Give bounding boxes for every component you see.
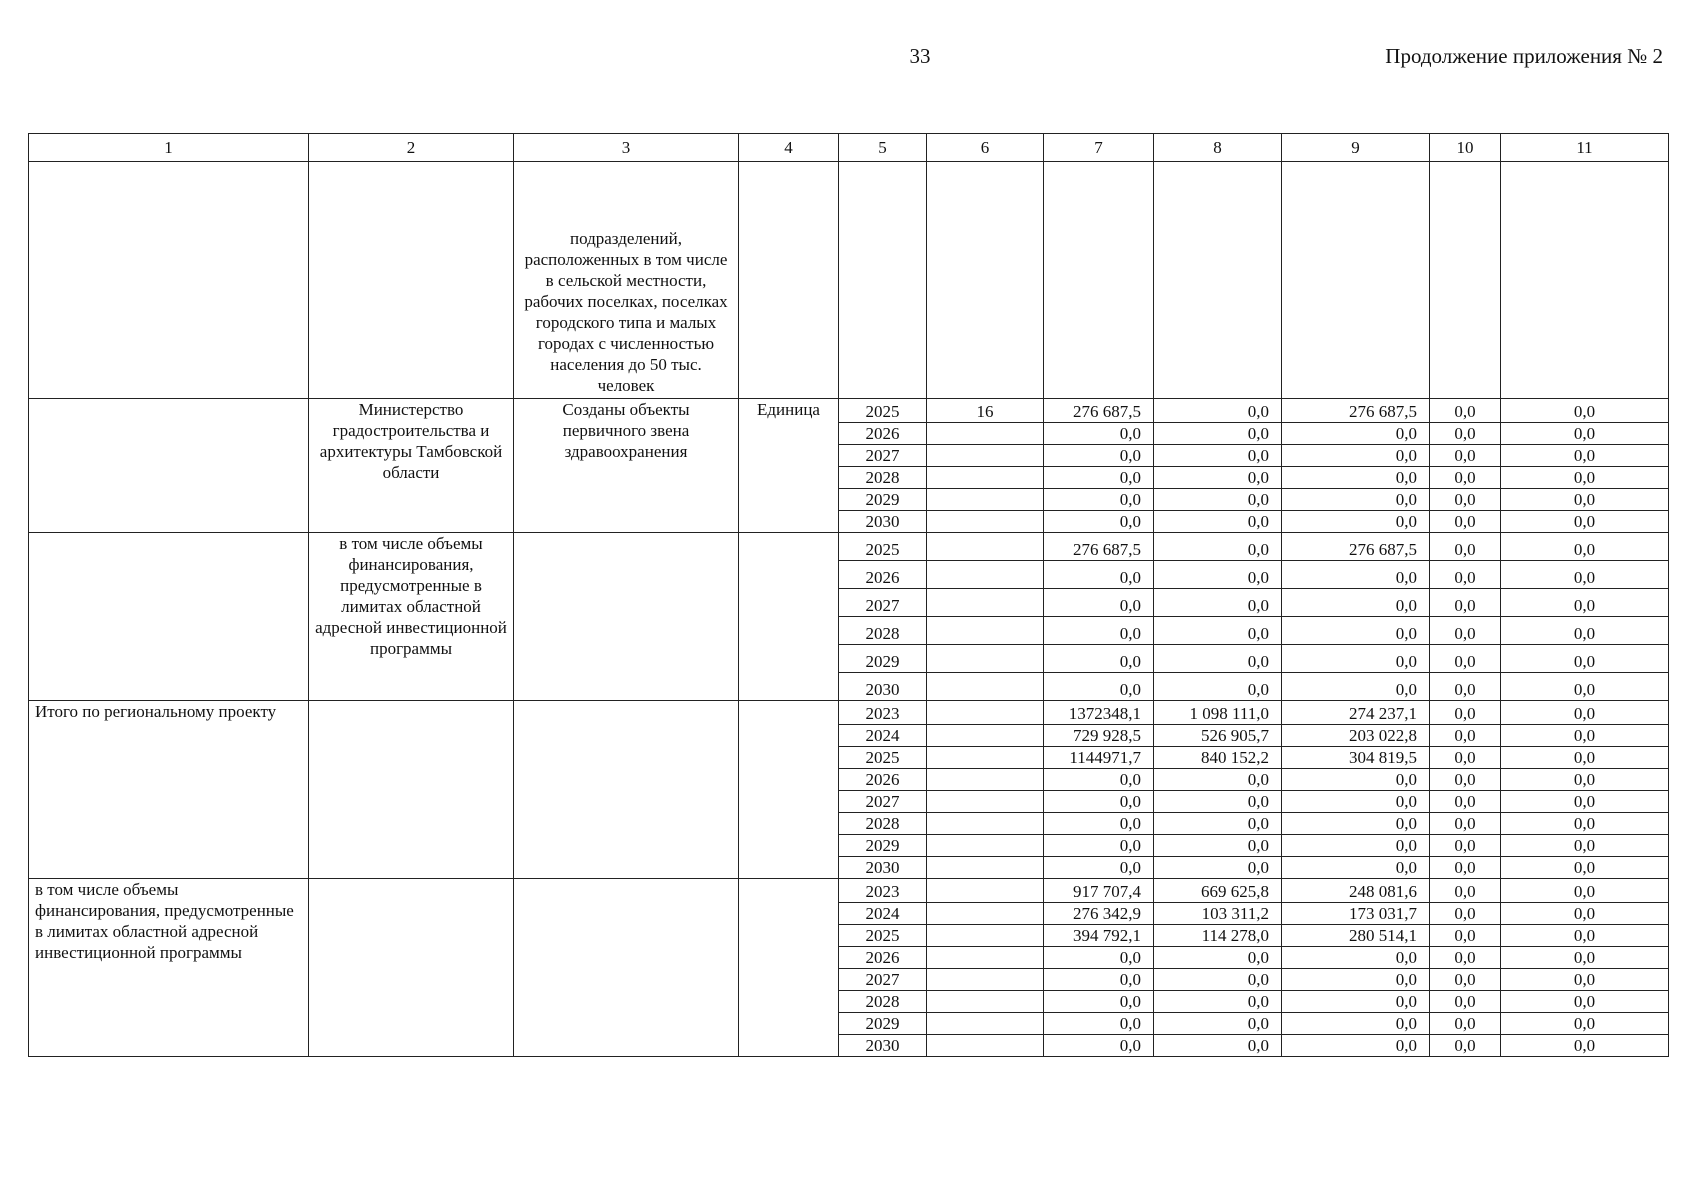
table-row bbox=[29, 533, 1669, 561]
value-col8: 114 278,0 bbox=[1154, 925, 1282, 947]
value-col9: 0,0 bbox=[1282, 617, 1430, 645]
value-col7: 394 792,1 bbox=[1044, 925, 1154, 947]
value-col11: 0,0 bbox=[1501, 947, 1669, 969]
value-col7: 0,0 bbox=[1044, 645, 1154, 673]
year-cell: 2029 bbox=[839, 489, 927, 511]
year-cell: 2027 bbox=[839, 791, 927, 813]
value-col9: 276 687,5 bbox=[1282, 533, 1430, 561]
row-label bbox=[29, 533, 309, 701]
value-col7: 0,0 bbox=[1044, 1013, 1154, 1035]
value-col9: 0,0 bbox=[1282, 673, 1430, 701]
table-row bbox=[29, 399, 1669, 423]
column-number-1: 1 bbox=[29, 134, 309, 162]
value-col7: 0,0 bbox=[1044, 589, 1154, 617]
column-number-5: 5 bbox=[839, 134, 927, 162]
value-col9: 304 819,5 bbox=[1282, 747, 1430, 769]
value-col8: 0,0 bbox=[1154, 511, 1282, 533]
cell-col1 bbox=[29, 162, 309, 399]
value-col10: 0,0 bbox=[1430, 747, 1501, 769]
value-col7: 0,0 bbox=[1044, 561, 1154, 589]
value-col11: 0,0 bbox=[1501, 879, 1669, 903]
value-col11: 0,0 bbox=[1501, 423, 1669, 445]
value-col11: 0,0 bbox=[1501, 617, 1669, 645]
value-col7: 917 707,4 bbox=[1044, 879, 1154, 903]
value-col6 bbox=[927, 533, 1044, 561]
year-cell: 2029 bbox=[839, 645, 927, 673]
cell-col10 bbox=[1430, 162, 1501, 399]
value-col7: 0,0 bbox=[1044, 857, 1154, 879]
value-col11: 0,0 bbox=[1501, 561, 1669, 589]
value-col7: 0,0 bbox=[1044, 835, 1154, 857]
cell-col5 bbox=[839, 162, 927, 399]
value-col10: 0,0 bbox=[1430, 1035, 1501, 1057]
value-col8: 0,0 bbox=[1154, 969, 1282, 991]
year-cell: 2030 bbox=[839, 673, 927, 701]
column-numbers-row bbox=[29, 134, 1669, 162]
value-col6 bbox=[927, 947, 1044, 969]
value-col10: 0,0 bbox=[1430, 561, 1501, 589]
value-col7: 276 687,5 bbox=[1044, 399, 1154, 423]
value-col8: 0,0 bbox=[1154, 673, 1282, 701]
value-col8: 0,0 bbox=[1154, 561, 1282, 589]
value-col7: 1372348,1 bbox=[1044, 701, 1154, 725]
value-col8: 0,0 bbox=[1154, 399, 1282, 423]
value-col9: 0,0 bbox=[1282, 511, 1430, 533]
value-col7: 0,0 bbox=[1044, 511, 1154, 533]
value-col6 bbox=[927, 489, 1044, 511]
value-col6 bbox=[927, 903, 1044, 925]
value-col9: 248 081,6 bbox=[1282, 879, 1430, 903]
value-col6 bbox=[927, 925, 1044, 947]
year-cell: 2028 bbox=[839, 467, 927, 489]
value-col10: 0,0 bbox=[1430, 423, 1501, 445]
value-col7: 729 928,5 bbox=[1044, 725, 1154, 747]
year-cell: 2026 bbox=[839, 947, 927, 969]
value-col11: 0,0 bbox=[1501, 1035, 1669, 1057]
value-col9: 203 022,8 bbox=[1282, 725, 1430, 747]
year-cell: 2026 bbox=[839, 561, 927, 589]
value-col7: 0,0 bbox=[1044, 423, 1154, 445]
value-col11: 0,0 bbox=[1501, 399, 1669, 423]
column-number-9: 9 bbox=[1282, 134, 1430, 162]
value-col9: 0,0 bbox=[1282, 791, 1430, 813]
value-col7: 0,0 bbox=[1044, 445, 1154, 467]
value-col7: 0,0 bbox=[1044, 673, 1154, 701]
year-cell: 2028 bbox=[839, 813, 927, 835]
cell-col6 bbox=[927, 162, 1044, 399]
value-col10: 0,0 bbox=[1430, 511, 1501, 533]
column-number-3: 3 bbox=[514, 134, 739, 162]
responsible-executor: в том числе объемы финансирования, предусмотренные в лимитах областной адресной инвестиционной программы bbox=[309, 533, 514, 701]
value-col11: 0,0 bbox=[1501, 857, 1669, 879]
year-cell: 2027 bbox=[839, 445, 927, 467]
row-label bbox=[29, 399, 309, 533]
year-cell: 2026 bbox=[839, 769, 927, 791]
value-col9: 276 687,5 bbox=[1282, 399, 1430, 423]
value-col11: 0,0 bbox=[1501, 511, 1669, 533]
value-col11: 0,0 bbox=[1501, 725, 1669, 747]
value-col11: 0,0 bbox=[1501, 747, 1669, 769]
value-col11: 0,0 bbox=[1501, 903, 1669, 925]
value-col10: 0,0 bbox=[1430, 701, 1501, 725]
value-col8: 0,0 bbox=[1154, 533, 1282, 561]
value-col8: 0,0 bbox=[1154, 1013, 1282, 1035]
value-col6 bbox=[927, 969, 1044, 991]
value-col10: 0,0 bbox=[1430, 445, 1501, 467]
value-col11: 0,0 bbox=[1501, 489, 1669, 511]
continuation-text: подразделений, расположенных в том числе в сельской местности, рабочих поселках, поселках городского типа и малых городах с численностью населения до 50 тыс. человек bbox=[514, 162, 739, 399]
column-number-6: 6 bbox=[927, 134, 1044, 162]
value-col6 bbox=[927, 769, 1044, 791]
year-cell: 2029 bbox=[839, 835, 927, 857]
value-col10: 0,0 bbox=[1430, 857, 1501, 879]
value-col7: 0,0 bbox=[1044, 617, 1154, 645]
value-col9: 0,0 bbox=[1282, 1035, 1430, 1057]
value-col9: 0,0 bbox=[1282, 561, 1430, 589]
value-col10: 0,0 bbox=[1430, 467, 1501, 489]
year-cell: 2030 bbox=[839, 857, 927, 879]
value-col9: 0,0 bbox=[1282, 835, 1430, 857]
year-cell: 2028 bbox=[839, 617, 927, 645]
cell-col2 bbox=[309, 162, 514, 399]
value-col6 bbox=[927, 747, 1044, 769]
value-col6: 16 bbox=[927, 399, 1044, 423]
value-col10: 0,0 bbox=[1430, 725, 1501, 747]
value-col8: 0,0 bbox=[1154, 857, 1282, 879]
result-name bbox=[514, 533, 739, 701]
value-col11: 0,0 bbox=[1501, 673, 1669, 701]
year-cell: 2025 bbox=[839, 925, 927, 947]
value-col8: 0,0 bbox=[1154, 813, 1282, 835]
value-col6 bbox=[927, 511, 1044, 533]
value-col10: 0,0 bbox=[1430, 791, 1501, 813]
responsible-executor: Министерство градостроительства и архитектуры Тамбовской области bbox=[309, 399, 514, 533]
value-col6 bbox=[927, 1013, 1044, 1035]
cell-col9 bbox=[1282, 162, 1430, 399]
value-col7: 1144971,7 bbox=[1044, 747, 1154, 769]
value-col9: 0,0 bbox=[1282, 1013, 1430, 1035]
value-col11: 0,0 bbox=[1501, 925, 1669, 947]
cell-col4 bbox=[739, 162, 839, 399]
value-col9: 280 514,1 bbox=[1282, 925, 1430, 947]
value-col9: 0,0 bbox=[1282, 969, 1430, 991]
value-col6 bbox=[927, 857, 1044, 879]
value-col8: 103 311,2 bbox=[1154, 903, 1282, 925]
value-col11: 0,0 bbox=[1501, 701, 1669, 725]
value-col10: 0,0 bbox=[1430, 813, 1501, 835]
value-col6 bbox=[927, 835, 1044, 857]
row-label: в том числе объемы финансирования, предусмотренные в лимитах областной адресной инвестиционной программы bbox=[29, 879, 309, 1057]
value-col10: 0,0 bbox=[1430, 617, 1501, 645]
value-col7: 0,0 bbox=[1044, 813, 1154, 835]
column-number-8: 8 bbox=[1154, 134, 1282, 162]
value-col6 bbox=[927, 445, 1044, 467]
cell-col7 bbox=[1044, 162, 1154, 399]
value-col9: 274 237,1 bbox=[1282, 701, 1430, 725]
value-col11: 0,0 bbox=[1501, 533, 1669, 561]
value-col9: 0,0 bbox=[1282, 857, 1430, 879]
value-col8: 1 098 111,0 bbox=[1154, 701, 1282, 725]
value-col10: 0,0 bbox=[1430, 1013, 1501, 1035]
value-col7: 0,0 bbox=[1044, 489, 1154, 511]
value-col8: 0,0 bbox=[1154, 791, 1282, 813]
column-number-11: 11 bbox=[1501, 134, 1669, 162]
value-col6 bbox=[927, 617, 1044, 645]
column-number-10: 10 bbox=[1430, 134, 1501, 162]
value-col9: 0,0 bbox=[1282, 589, 1430, 617]
year-cell: 2026 bbox=[839, 423, 927, 445]
value-col9: 173 031,7 bbox=[1282, 903, 1430, 925]
year-cell: 2030 bbox=[839, 511, 927, 533]
value-col9: 0,0 bbox=[1282, 445, 1430, 467]
column-number-4: 4 bbox=[739, 134, 839, 162]
year-cell: 2025 bbox=[839, 747, 927, 769]
value-col11: 0,0 bbox=[1501, 769, 1669, 791]
value-col6 bbox=[927, 879, 1044, 903]
row-label: Итого по региональному проекту bbox=[29, 701, 309, 879]
value-col11: 0,0 bbox=[1501, 589, 1669, 617]
value-col10: 0,0 bbox=[1430, 399, 1501, 423]
value-col8: 0,0 bbox=[1154, 947, 1282, 969]
value-col11: 0,0 bbox=[1501, 835, 1669, 857]
value-col10: 0,0 bbox=[1430, 903, 1501, 925]
value-col6 bbox=[927, 561, 1044, 589]
value-col10: 0,0 bbox=[1430, 489, 1501, 511]
value-col10: 0,0 bbox=[1430, 645, 1501, 673]
value-col10: 0,0 bbox=[1430, 879, 1501, 903]
unit-of-measure: Единица bbox=[739, 399, 839, 533]
value-col6 bbox=[927, 467, 1044, 489]
value-col6 bbox=[927, 725, 1044, 747]
value-col11: 0,0 bbox=[1501, 991, 1669, 1013]
unit-of-measure bbox=[739, 701, 839, 879]
budget-table bbox=[28, 133, 1669, 1057]
value-col9: 0,0 bbox=[1282, 947, 1430, 969]
value-col7: 0,0 bbox=[1044, 1035, 1154, 1057]
year-cell: 2027 bbox=[839, 969, 927, 991]
value-col10: 0,0 bbox=[1430, 835, 1501, 857]
year-cell: 2030 bbox=[839, 1035, 927, 1057]
value-col7: 276 687,5 bbox=[1044, 533, 1154, 561]
value-col7: 0,0 bbox=[1044, 947, 1154, 969]
year-cell: 2025 bbox=[839, 533, 927, 561]
value-col9: 0,0 bbox=[1282, 769, 1430, 791]
value-col11: 0,0 bbox=[1501, 969, 1669, 991]
table-row bbox=[29, 701, 1669, 725]
value-col8: 0,0 bbox=[1154, 1035, 1282, 1057]
cell-col8 bbox=[1154, 162, 1282, 399]
year-cell: 2023 bbox=[839, 879, 927, 903]
value-col10: 0,0 bbox=[1430, 969, 1501, 991]
value-col8: 0,0 bbox=[1154, 467, 1282, 489]
value-col6 bbox=[927, 1035, 1044, 1057]
value-col7: 0,0 bbox=[1044, 467, 1154, 489]
value-col6 bbox=[927, 701, 1044, 725]
table-row bbox=[29, 879, 1669, 903]
value-col11: 0,0 bbox=[1501, 467, 1669, 489]
year-cell: 2025 bbox=[839, 399, 927, 423]
value-col9: 0,0 bbox=[1282, 423, 1430, 445]
value-col8: 0,0 bbox=[1154, 445, 1282, 467]
value-col8: 526 905,7 bbox=[1154, 725, 1282, 747]
value-col11: 0,0 bbox=[1501, 645, 1669, 673]
value-col10: 0,0 bbox=[1430, 769, 1501, 791]
responsible-executor bbox=[309, 701, 514, 879]
result-name bbox=[514, 879, 739, 1057]
year-cell: 2024 bbox=[839, 725, 927, 747]
cell-col11 bbox=[1501, 162, 1669, 399]
year-cell: 2029 bbox=[839, 1013, 927, 1035]
value-col10: 0,0 bbox=[1430, 589, 1501, 617]
value-col7: 0,0 bbox=[1044, 769, 1154, 791]
value-col10: 0,0 bbox=[1430, 533, 1501, 561]
year-cell: 2023 bbox=[839, 701, 927, 725]
value-col9: 0,0 bbox=[1282, 467, 1430, 489]
value-col9: 0,0 bbox=[1282, 645, 1430, 673]
value-col8: 0,0 bbox=[1154, 769, 1282, 791]
value-col6 bbox=[927, 589, 1044, 617]
value-col11: 0,0 bbox=[1501, 813, 1669, 835]
value-col8: 840 152,2 bbox=[1154, 747, 1282, 769]
value-col6 bbox=[927, 991, 1044, 1013]
value-col7: 0,0 bbox=[1044, 991, 1154, 1013]
value-col6 bbox=[927, 645, 1044, 673]
value-col8: 0,0 bbox=[1154, 645, 1282, 673]
responsible-executor bbox=[309, 879, 514, 1057]
value-col6 bbox=[927, 423, 1044, 445]
value-col9: 0,0 bbox=[1282, 489, 1430, 511]
column-number-2: 2 bbox=[309, 134, 514, 162]
year-cell: 2024 bbox=[839, 903, 927, 925]
year-cell: 2028 bbox=[839, 991, 927, 1013]
value-col7: 0,0 bbox=[1044, 969, 1154, 991]
continuation-row bbox=[29, 162, 1669, 399]
value-col8: 0,0 bbox=[1154, 489, 1282, 511]
value-col11: 0,0 bbox=[1501, 445, 1669, 467]
result-name: Созданы объекты первичного звена здравоохранения bbox=[514, 399, 739, 533]
value-col9: 0,0 bbox=[1282, 813, 1430, 835]
year-cell: 2027 bbox=[839, 589, 927, 617]
value-col10: 0,0 bbox=[1430, 947, 1501, 969]
appendix-title: Продолжение приложения № 2 bbox=[1385, 44, 1663, 68]
value-col10: 0,0 bbox=[1430, 991, 1501, 1013]
page-number: 33 bbox=[909, 44, 931, 68]
value-col8: 0,0 bbox=[1154, 991, 1282, 1013]
value-col9: 0,0 bbox=[1282, 991, 1430, 1013]
value-col10: 0,0 bbox=[1430, 925, 1501, 947]
value-col8: 0,0 bbox=[1154, 835, 1282, 857]
value-col8: 0,0 bbox=[1154, 617, 1282, 645]
value-col7: 276 342,9 bbox=[1044, 903, 1154, 925]
value-col8: 0,0 bbox=[1154, 423, 1282, 445]
value-col8: 0,0 bbox=[1154, 589, 1282, 617]
value-col7: 0,0 bbox=[1044, 791, 1154, 813]
value-col11: 0,0 bbox=[1501, 1013, 1669, 1035]
unit-of-measure bbox=[739, 879, 839, 1057]
value-col8: 669 625,8 bbox=[1154, 879, 1282, 903]
value-col6 bbox=[927, 673, 1044, 701]
value-col10: 0,0 bbox=[1430, 673, 1501, 701]
value-col6 bbox=[927, 791, 1044, 813]
value-col11: 0,0 bbox=[1501, 791, 1669, 813]
result-name bbox=[514, 701, 739, 879]
column-number-7: 7 bbox=[1044, 134, 1154, 162]
unit-of-measure bbox=[739, 533, 839, 701]
value-col6 bbox=[927, 813, 1044, 835]
